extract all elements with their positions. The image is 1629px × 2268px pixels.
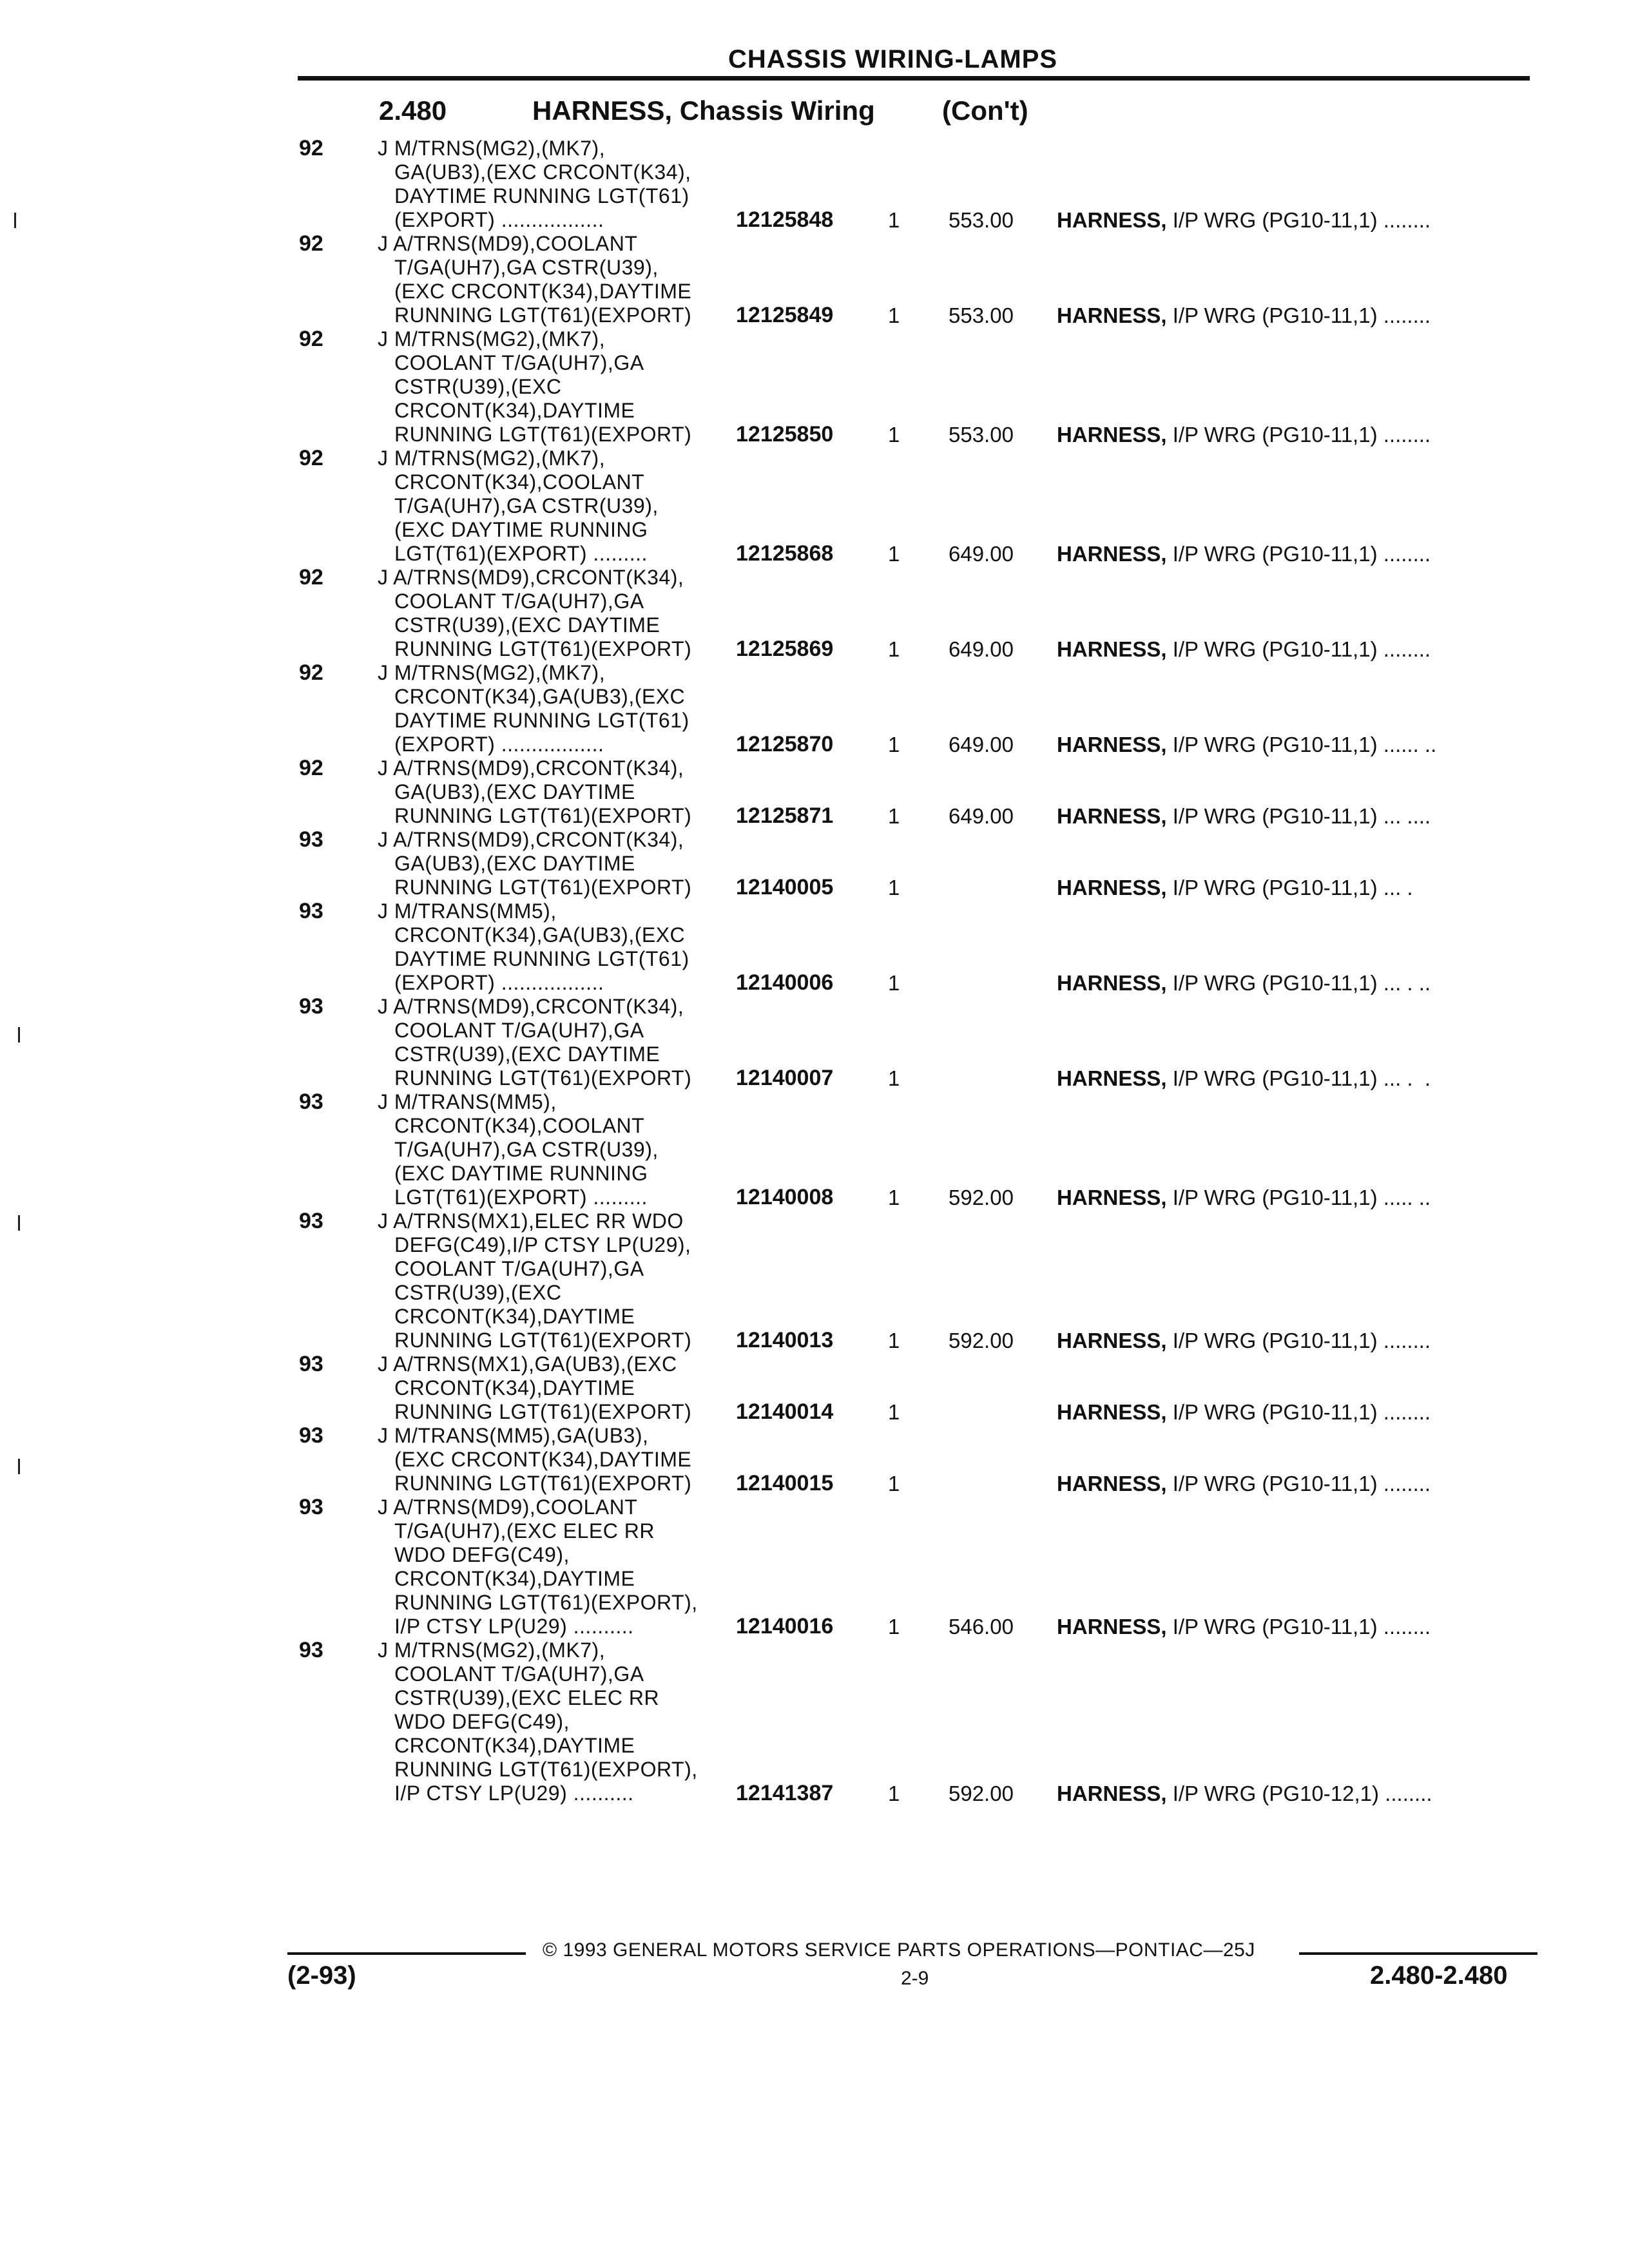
part-name-detail: I/P WRG (PG10-12,1) ........ bbox=[1166, 1782, 1432, 1805]
ref-number: 93 bbox=[299, 899, 323, 923]
part-name-main: HARNESS, bbox=[1057, 542, 1167, 566]
part-name bbox=[1057, 1329, 1431, 1352]
usage-line: RUNNING LGT(T61)(EXPORT) bbox=[394, 1472, 692, 1495]
part-name-main: HARNESS, bbox=[1057, 303, 1167, 327]
part-name bbox=[1057, 1472, 1431, 1495]
usage-line: J A/TRNS(MD9),CRCONT(K34), bbox=[378, 828, 684, 851]
usage-line: J M/TRANS(MM5), bbox=[378, 899, 557, 923]
usage-line: GA(UB3),(EXC DAYTIME bbox=[394, 780, 635, 803]
quantity: 1 bbox=[888, 1615, 900, 1639]
ref-number: 92 bbox=[299, 565, 323, 590]
usage-line: CRCONT(K34),DAYTIME bbox=[394, 1567, 635, 1590]
part-name bbox=[1057, 542, 1431, 566]
usage-line: J A/TRNS(MD9),CRCONT(K34), bbox=[378, 566, 684, 589]
quantity: 1 bbox=[888, 1400, 900, 1424]
usage-description bbox=[378, 327, 726, 447]
part-row bbox=[0, 327, 1629, 447]
part-name bbox=[1057, 208, 1431, 232]
part-row bbox=[0, 1495, 1629, 1639]
part-name bbox=[1057, 1186, 1431, 1209]
part-number: 12125850 bbox=[736, 422, 834, 447]
part-row bbox=[0, 1209, 1629, 1352]
footer-date-code: (2-93) bbox=[287, 1961, 356, 1990]
part-row bbox=[0, 1352, 1629, 1424]
usage-line: I/P CTSY LP(U29) .......... bbox=[394, 1615, 634, 1638]
part-name bbox=[1057, 637, 1431, 661]
part-name-main: HARNESS, bbox=[1057, 1400, 1167, 1424]
usage-description bbox=[378, 899, 726, 995]
usage-line: J A/TRNS(MD9),COOLANT bbox=[378, 1495, 638, 1519]
usage-line: J A/TRNS(MX1),GA(UB3),(EXC bbox=[378, 1352, 677, 1376]
footer-page-number: 2-9 bbox=[901, 1968, 929, 1989]
usage-line: GA(UB3),(EXC CRCONT(K34), bbox=[394, 160, 691, 184]
footer-section-range: 2.480-2.480 bbox=[1370, 1961, 1508, 1990]
price: 649.00 bbox=[949, 804, 1014, 828]
quantity: 1 bbox=[888, 804, 900, 828]
usage-line: CSTR(U39),(EXC bbox=[394, 1281, 562, 1304]
usage-description bbox=[378, 1495, 726, 1639]
price: 553.00 bbox=[949, 208, 1014, 232]
ref-number: 93 bbox=[299, 1209, 323, 1233]
usage-line: J M/TRNS(MG2),(MK7), bbox=[378, 447, 606, 470]
part-number: 12140016 bbox=[736, 1614, 834, 1639]
quantity: 1 bbox=[888, 876, 900, 899]
part-number: 12140013 bbox=[736, 1328, 834, 1352]
part-number: 12141387 bbox=[736, 1781, 834, 1805]
ref-number: 93 bbox=[299, 1090, 323, 1114]
usage-line: CSTR(U39),(EXC DAYTIME bbox=[394, 1043, 660, 1066]
part-number: 12125869 bbox=[736, 637, 834, 661]
usage-line: RUNNING LGT(T61)(EXPORT) bbox=[394, 1400, 692, 1423]
quantity: 1 bbox=[888, 423, 900, 447]
usage-description bbox=[378, 566, 726, 661]
usage-line: J M/TRNS(MG2),(MK7), bbox=[378, 327, 606, 351]
part-name bbox=[1057, 1615, 1431, 1639]
usage-line: (EXPORT) ................. bbox=[394, 733, 604, 756]
price: 546.00 bbox=[949, 1615, 1014, 1639]
ref-number: 92 bbox=[299, 136, 323, 160]
usage-line: GA(UB3),(EXC DAYTIME bbox=[394, 852, 635, 875]
quantity: 1 bbox=[888, 303, 900, 327]
usage-line: DAYTIME RUNNING LGT(T61) bbox=[394, 184, 689, 207]
part-number: 12125868 bbox=[736, 541, 834, 566]
part-name-detail: I/P WRG (PG10-11,1) ........ bbox=[1166, 423, 1431, 447]
ref-number: 92 bbox=[299, 756, 323, 780]
part-name-detail: I/P WRG (PG10-11,1) ...... .. bbox=[1166, 733, 1437, 756]
usage-line: CRCONT(K34),DAYTIME bbox=[394, 399, 635, 422]
part-name bbox=[1057, 423, 1431, 447]
part-name-detail: I/P WRG (PG10-11,1) ........ bbox=[1166, 303, 1431, 327]
usage-line: RUNNING LGT(T61)(EXPORT), bbox=[394, 1758, 698, 1781]
usage-description bbox=[378, 1424, 726, 1495]
usage-line: COOLANT T/GA(UH7),GA bbox=[394, 1662, 644, 1686]
part-name-detail: I/P WRG (PG10-11,1) ........ bbox=[1166, 1329, 1431, 1352]
quantity: 1 bbox=[888, 1329, 900, 1352]
ref-number: 93 bbox=[299, 1495, 323, 1519]
part-name bbox=[1057, 971, 1431, 995]
footer-rule-left bbox=[287, 1952, 526, 1955]
usage-line: (EXC CRCONT(K34),DAYTIME bbox=[394, 280, 692, 303]
part-number: 12125849 bbox=[736, 303, 834, 327]
section-title: HARNESS, Chassis Wiring bbox=[532, 95, 875, 126]
part-name-main: HARNESS, bbox=[1057, 1782, 1167, 1805]
part-name bbox=[1057, 303, 1431, 327]
usage-line: DAYTIME RUNNING LGT(T61) bbox=[394, 947, 689, 970]
quantity: 1 bbox=[888, 1186, 900, 1209]
usage-line: LGT(T61)(EXPORT) ......... bbox=[394, 542, 648, 565]
part-name-detail: I/P WRG (PG10-11,1) ........ bbox=[1166, 1472, 1431, 1495]
part-number: 12125871 bbox=[736, 803, 834, 828]
part-name-main: HARNESS, bbox=[1057, 1329, 1167, 1352]
usage-line: T/GA(UH7),GA CSTR(U39), bbox=[394, 494, 659, 517]
usage-line: WDO DEFG(C49), bbox=[394, 1543, 570, 1566]
usage-description bbox=[378, 1090, 726, 1209]
usage-line: LGT(T61)(EXPORT) ......... bbox=[394, 1186, 648, 1209]
usage-line: T/GA(UH7),(EXC ELEC RR bbox=[394, 1519, 655, 1542]
part-name-detail: I/P WRG (PG10-11,1) ........ bbox=[1166, 1400, 1431, 1424]
quantity: 1 bbox=[888, 637, 900, 661]
ref-number: 93 bbox=[299, 827, 323, 852]
quantity: 1 bbox=[888, 208, 900, 232]
usage-line: (EXPORT) ................. bbox=[394, 971, 604, 994]
usage-line: CRCONT(K34),DAYTIME bbox=[394, 1376, 635, 1399]
part-name bbox=[1057, 1400, 1431, 1424]
part-row bbox=[0, 137, 1629, 232]
usage-line: COOLANT T/GA(UH7),GA bbox=[394, 590, 644, 613]
usage-line: RUNNING LGT(T61)(EXPORT) bbox=[394, 1329, 692, 1352]
usage-description bbox=[378, 1639, 726, 1805]
price: 553.00 bbox=[949, 303, 1014, 327]
part-row bbox=[0, 661, 1629, 756]
part-number: 12140007 bbox=[736, 1066, 834, 1090]
usage-description bbox=[378, 661, 726, 756]
part-row bbox=[0, 756, 1629, 828]
usage-line: CSTR(U39),(EXC DAYTIME bbox=[394, 613, 660, 637]
price: 649.00 bbox=[949, 637, 1014, 661]
part-row bbox=[0, 1424, 1629, 1495]
ref-number: 92 bbox=[299, 231, 323, 256]
part-name bbox=[1057, 733, 1436, 756]
part-name-main: HARNESS, bbox=[1057, 1615, 1167, 1639]
section-number: 2.480 bbox=[379, 95, 447, 126]
part-name bbox=[1057, 1066, 1431, 1090]
usage-line: J M/TRNS(MG2),(MK7), bbox=[378, 1639, 606, 1662]
part-row bbox=[0, 566, 1629, 661]
part-number: 12125870 bbox=[736, 732, 834, 756]
part-row bbox=[0, 899, 1629, 995]
usage-line: RUNNING LGT(T61)(EXPORT) bbox=[394, 637, 692, 660]
usage-line: (EXC DAYTIME RUNNING bbox=[394, 518, 648, 541]
usage-line: (EXPORT) ................. bbox=[394, 208, 604, 231]
part-name-detail: I/P WRG (PG10-11,1) ... . .. bbox=[1166, 971, 1431, 995]
part-row bbox=[0, 447, 1629, 566]
part-name-detail: I/P WRG (PG10-11,1) ..... .. bbox=[1166, 1186, 1431, 1209]
ref-number: 93 bbox=[299, 1423, 323, 1448]
usage-description bbox=[378, 1352, 726, 1424]
part-name-main: HARNESS, bbox=[1057, 208, 1167, 232]
price: 592.00 bbox=[949, 1329, 1014, 1352]
usage-line: RUNNING LGT(T61)(EXPORT) bbox=[394, 804, 692, 827]
ref-number: 93 bbox=[299, 1352, 323, 1376]
usage-description bbox=[378, 756, 726, 828]
price: 553.00 bbox=[949, 423, 1014, 447]
usage-line: CSTR(U39),(EXC ELEC RR bbox=[394, 1686, 660, 1709]
part-name-detail: I/P WRG (PG10-11,1) ... . . bbox=[1166, 1066, 1431, 1090]
ref-number: 92 bbox=[299, 446, 323, 470]
part-name-detail: I/P WRG (PG10-11,1) ........ bbox=[1166, 208, 1431, 232]
quantity: 1 bbox=[888, 971, 900, 995]
part-name-detail: I/P WRG (PG10-11,1) ........ bbox=[1166, 542, 1431, 566]
usage-line: RUNNING LGT(T61)(EXPORT) bbox=[394, 1066, 692, 1090]
price: 592.00 bbox=[949, 1186, 1014, 1209]
part-name-main: HARNESS, bbox=[1057, 971, 1167, 995]
usage-line: RUNNING LGT(T61)(EXPORT) bbox=[394, 876, 692, 899]
part-name-detail: I/P WRG (PG10-11,1) ... .... bbox=[1166, 804, 1431, 828]
page-header-title: CHASSIS WIRING-LAMPS bbox=[728, 45, 1058, 73]
footer-rule-right bbox=[1299, 1952, 1537, 1955]
usage-line: T/GA(UH7),GA CSTR(U39), bbox=[394, 256, 659, 279]
part-name-main: HARNESS, bbox=[1057, 1186, 1167, 1209]
usage-line: J M/TRNS(MG2),(MK7), bbox=[378, 661, 606, 684]
part-name-main: HARNESS, bbox=[1057, 637, 1167, 661]
part-number: 12125848 bbox=[736, 207, 834, 232]
usage-line: CRCONT(K34),GA(UB3),(EXC bbox=[394, 923, 686, 947]
part-name-main: HARNESS, bbox=[1057, 804, 1167, 828]
usage-line: CSTR(U39),(EXC bbox=[394, 375, 562, 398]
usage-line: RUNNING LGT(T61)(EXPORT), bbox=[394, 1591, 698, 1614]
usage-line: CRCONT(K34),DAYTIME bbox=[394, 1305, 635, 1328]
quantity: 1 bbox=[888, 1472, 900, 1495]
usage-line: (EXC DAYTIME RUNNING bbox=[394, 1162, 648, 1185]
quantity: 1 bbox=[888, 542, 900, 566]
parts-table bbox=[0, 137, 1629, 1805]
quantity: 1 bbox=[888, 733, 900, 756]
price: 649.00 bbox=[949, 542, 1014, 566]
usage-line: J A/TRNS(MD9),CRCONT(K34), bbox=[378, 995, 684, 1018]
part-name-detail: I/P WRG (PG10-11,1) ........ bbox=[1166, 1615, 1431, 1639]
usage-description bbox=[378, 828, 726, 899]
usage-line: J M/TRANS(MM5), bbox=[378, 1090, 557, 1113]
usage-line: T/GA(UH7),GA CSTR(U39), bbox=[394, 1138, 659, 1161]
usage-line: COOLANT T/GA(UH7),GA bbox=[394, 351, 644, 374]
part-row bbox=[0, 828, 1629, 899]
part-name bbox=[1057, 876, 1413, 899]
ref-number: 93 bbox=[299, 994, 323, 1019]
part-name-main: HARNESS, bbox=[1057, 733, 1167, 756]
usage-line: J A/TRNS(MX1),ELEC RR WDO bbox=[378, 1209, 684, 1233]
usage-line: DEFG(C49),I/P CTSY LP(U29), bbox=[394, 1233, 691, 1256]
footer-copyright: © 1993 GENERAL MOTORS SERVICE PARTS OPERATIONS—PONTIAC—25J bbox=[543, 1939, 1255, 1961]
usage-description bbox=[378, 995, 726, 1090]
usage-line: CRCONT(K34),COOLANT bbox=[394, 470, 645, 494]
price: 592.00 bbox=[949, 1782, 1014, 1805]
part-number: 12140006 bbox=[736, 970, 834, 995]
usage-line: DAYTIME RUNNING LGT(T61) bbox=[394, 709, 689, 732]
part-number: 12140014 bbox=[736, 1399, 834, 1424]
usage-line: J M/TRNS(MG2),(MK7), bbox=[378, 137, 606, 160]
usage-line: RUNNING LGT(T61)(EXPORT) bbox=[394, 423, 692, 446]
quantity: 1 bbox=[888, 1782, 900, 1805]
part-row bbox=[0, 1090, 1629, 1209]
usage-line: WDO DEFG(C49), bbox=[394, 1710, 570, 1733]
section-continued: (Con't) bbox=[942, 95, 1028, 126]
usage-description bbox=[378, 137, 726, 232]
part-name-main: HARNESS, bbox=[1057, 1066, 1167, 1090]
usage-line: CRCONT(K34),COOLANT bbox=[394, 1114, 645, 1137]
part-name-main: HARNESS, bbox=[1057, 423, 1167, 447]
part-name bbox=[1057, 1782, 1432, 1805]
part-row bbox=[0, 1639, 1629, 1805]
part-row bbox=[0, 995, 1629, 1090]
usage-line: J A/TRNS(MD9),CRCONT(K34), bbox=[378, 756, 684, 780]
ref-number: 92 bbox=[299, 327, 323, 351]
ref-number: 92 bbox=[299, 660, 323, 685]
usage-line: (EXC CRCONT(K34),DAYTIME bbox=[394, 1448, 692, 1471]
usage-description bbox=[378, 447, 726, 566]
part-name-main: HARNESS, bbox=[1057, 1472, 1167, 1495]
part-number: 12140008 bbox=[736, 1185, 834, 1209]
usage-line: COOLANT T/GA(UH7),GA bbox=[394, 1257, 644, 1280]
usage-line: J A/TRNS(MD9),COOLANT bbox=[378, 232, 638, 255]
ref-number: 93 bbox=[299, 1638, 323, 1662]
usage-line: I/P CTSY LP(U29) .......... bbox=[394, 1782, 634, 1805]
usage-line: CRCONT(K34),GA(UB3),(EXC bbox=[394, 685, 686, 708]
price: 649.00 bbox=[949, 733, 1014, 756]
part-number: 12140005 bbox=[736, 875, 834, 899]
header-rule bbox=[298, 76, 1530, 81]
part-name-detail: I/P WRG (PG10-11,1) ........ bbox=[1166, 637, 1431, 661]
usage-description bbox=[378, 232, 726, 327]
quantity: 1 bbox=[888, 1066, 900, 1090]
part-row bbox=[0, 232, 1629, 327]
part-name-main: HARNESS, bbox=[1057, 876, 1167, 899]
part-name-detail: I/P WRG (PG10-11,1) ... . bbox=[1166, 876, 1413, 899]
usage-line: J M/TRANS(MM5),GA(UB3), bbox=[378, 1424, 649, 1447]
usage-line: COOLANT T/GA(UH7),GA bbox=[394, 1019, 644, 1042]
usage-description bbox=[378, 1209, 726, 1352]
usage-line: RUNNING LGT(T61)(EXPORT) bbox=[394, 303, 692, 327]
part-number: 12140015 bbox=[736, 1471, 834, 1495]
usage-line: CRCONT(K34),DAYTIME bbox=[394, 1734, 635, 1757]
part-name bbox=[1057, 804, 1431, 828]
